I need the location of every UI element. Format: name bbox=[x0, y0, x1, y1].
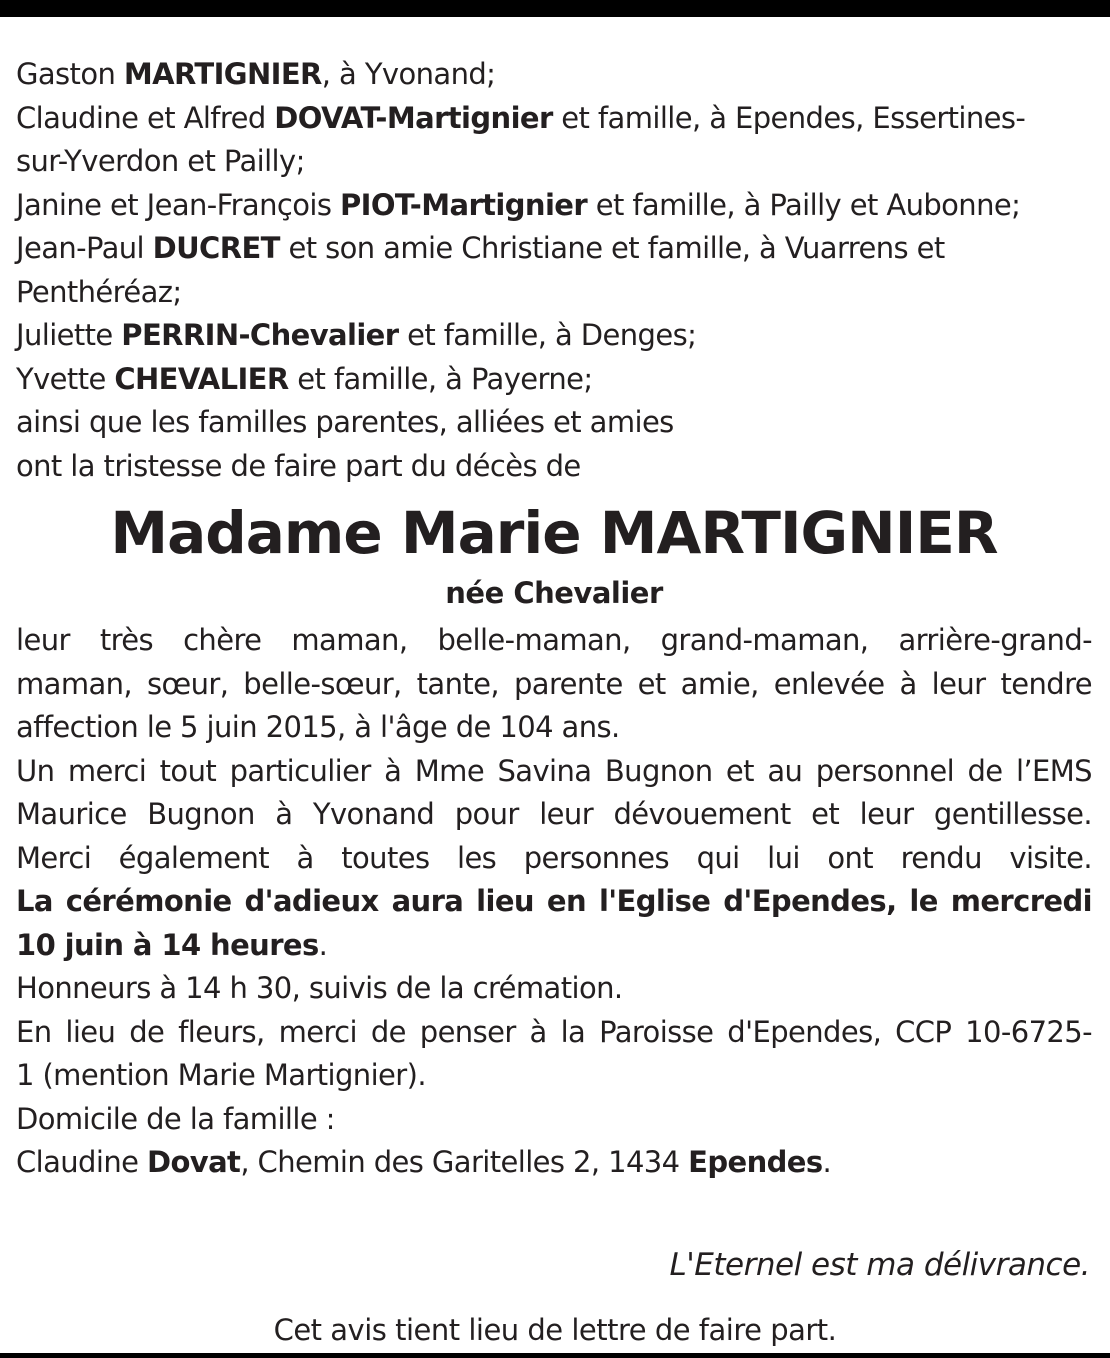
closing-note: Cet avis tient lieu de lettre de faire part. bbox=[273, 1313, 837, 1347]
thanks-line-1: Un merci tout particulier à Mme Savina Bugnon et au personnel de l’EMS bbox=[16, 753, 1092, 788]
family-line-6: Penthéréaz; bbox=[16, 274, 182, 309]
ceremony-line-1: La cérémonie d'adieux aura lieu en l'Eglise d'Ependes, le mercredi bbox=[16, 884, 1092, 918]
domicile-label: Domicile de la famille : bbox=[16, 1101, 335, 1136]
tribute-line-1: leur très chère maman, belle-maman, grand-maman, arrière-grand- bbox=[16, 623, 1092, 657]
deceased-name: Madame Marie MARTIGNIER bbox=[110, 499, 998, 567]
family-line-7: Juliette PERRIN-Chevalier et famille, à Denges; bbox=[16, 318, 697, 352]
motto-quote: L'Eternel est ma délivrance. bbox=[669, 1247, 1090, 1283]
domicile-address: Claudine Dovat, Chemin des Garitelles 2, 1434 Ependes. bbox=[16, 1145, 832, 1179]
maiden-name: née Chevalier bbox=[445, 576, 663, 610]
tribute-line-2: maman, sœur, belle-sœur, tante, parente et amie, enlevée à leur tendre bbox=[16, 666, 1092, 701]
family-line-5: Jean-Paul DUCRET et son amie Christiane et famille, à Vuarrens et bbox=[16, 231, 945, 265]
flowers-line-2: 1 (mention Marie Martignier). bbox=[16, 1058, 426, 1092]
death-notice-body bbox=[16, 53, 1092, 1185]
family-line-10: ont la tristesse de faire part du décès de bbox=[16, 448, 581, 483]
thanks-line-3: Merci également à toutes les personnes qui lui ont rendu visite. bbox=[16, 840, 1092, 875]
family-line-2: Claudine et Alfred DOVAT-Martignier et famille, à Ependes, Essertines- bbox=[16, 100, 1026, 135]
ceremony-line-2: 10 juin à 14 heures. bbox=[16, 927, 328, 962]
family-line-4: Janine et Jean-François PIOT-Martignier et famille, à Pailly et Aubonne; bbox=[16, 187, 1021, 222]
family-line-8: Yvette CHEVALIER et famille, à Payerne; bbox=[16, 361, 593, 396]
thanks-line-2: Maurice Bugnon à Yvonand pour leur dévouement et leur gentillesse. bbox=[16, 797, 1092, 831]
top-border-rule bbox=[0, 0, 1110, 17]
tribute-line-3: affection le 5 juin 2015, à l'âge de 104 ans. bbox=[16, 710, 620, 744]
family-line-9: ainsi que les familles parentes, alliées et amies bbox=[16, 405, 674, 439]
flowers-line-1: En lieu de fleurs, merci de penser à la Paroisse d'Ependes, CCP 10-6725- bbox=[16, 1014, 1092, 1049]
honours-line: Honneurs à 14 h 30, suivis de la crémation. bbox=[16, 971, 623, 1005]
bottom-border-rule bbox=[0, 1353, 1110, 1358]
family-line-3: sur-Yverdon et Pailly; bbox=[16, 144, 305, 178]
family-line-1: Gaston MARTIGNIER, à Yvonand; bbox=[16, 57, 496, 91]
